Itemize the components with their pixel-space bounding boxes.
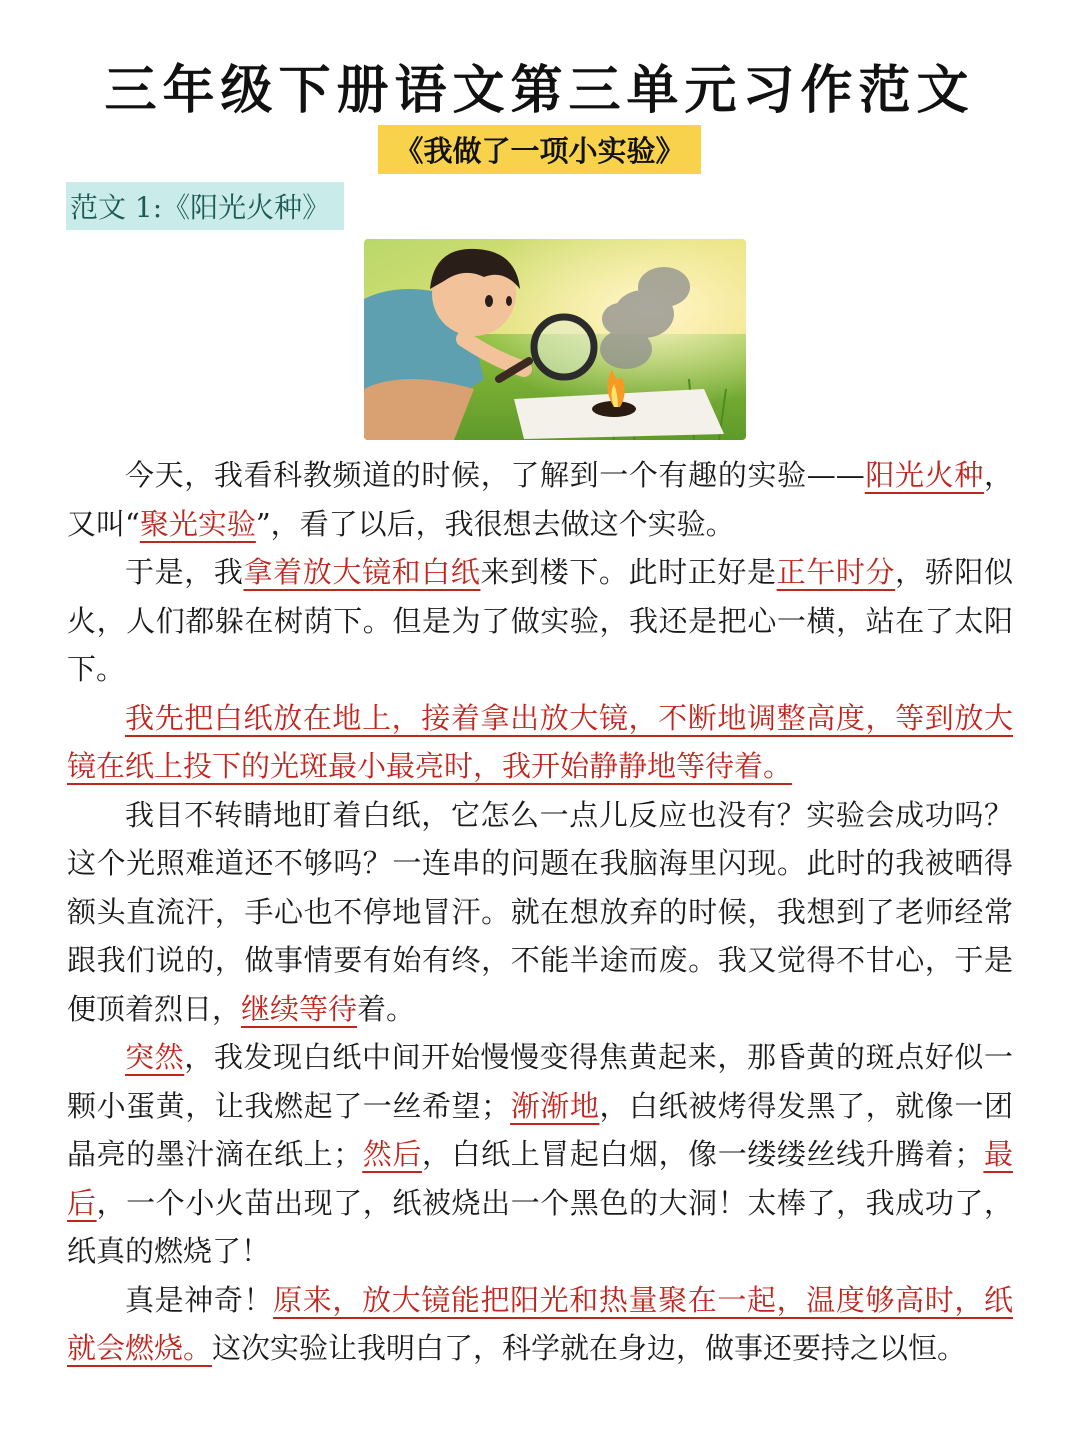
text-run: ，我发现白纸中间开始慢慢变得焦黄起来，那昏黄的斑点好似一颗小蛋黄，让我燃起了一丝希望； (67, 1040, 1013, 1123)
essay-topic: 《我做了一项小实验》 (378, 125, 700, 174)
text-run: 今天，我看科教频道的时候，了解到一个有趣的实验—— (125, 458, 865, 492)
text-run: ，白纸被烤得发黑了，就像一团晶亮的墨汁滴在纸上； (67, 1088, 1013, 1171)
essay-label: 范文 1:《阳光火种》 (66, 182, 344, 230)
text-run: 这次实验让我明白了，科学就在身边，做事还要持之以恒。 (212, 1331, 967, 1365)
essay-paragraph (67, 548, 1013, 694)
essay-paragraph (67, 1276, 1013, 1373)
highlighted-phrase: 原来，放大镜能把阳光和热量聚在一起，温度够高时，纸就会燃烧。 (67, 1282, 1013, 1365)
page-title: 三年级下册语文第三单元习作范文 (104, 61, 975, 121)
essay-paragraph (67, 451, 1013, 548)
essay-paragraph (67, 694, 1013, 791)
text-run: ，骄阳似火，人们都躲在树荫下。但是为了做实验，我还是把心一横，站在了太阳下。 (67, 555, 1013, 686)
highlighted-phrase: 拿着放大镜和白纸 (243, 555, 481, 589)
essay-body (67, 451, 1013, 1373)
text-run: 真是神奇！ (125, 1282, 274, 1317)
text-run: 来到楼下。此时正好是 (480, 555, 777, 589)
text-run: ，白纸上冒起白烟，像一缕缕丝线升腾着； (421, 1137, 984, 1171)
highlighted-phrase: 正午时分 (776, 555, 896, 589)
text-run: ”，看了以后，我很想去做这个实验。 (255, 506, 735, 541)
essay-paragraph (67, 1033, 1013, 1276)
text-run: ，又叫“ (67, 458, 1013, 541)
highlighted-phrase: 阳光火种 (864, 458, 984, 492)
highlighted-phrase: 渐渐地 (510, 1088, 600, 1123)
highlighted-phrase: 然后 (362, 1137, 422, 1171)
highlighted-phrase: 最后 (67, 1137, 1013, 1220)
subtitle-wrapper (0, 125, 1079, 174)
text-run: 着。 (357, 991, 416, 1026)
text-run: ，一个小火苗出现了，纸被烧出一个黑色的大洞！太棒了，我成功了，纸真的燃烧了！ (67, 1185, 1013, 1268)
highlighted-phrase: 聚光实验 (139, 506, 256, 541)
highlighted-phrase: 突然 (125, 1040, 185, 1074)
text-run: 于是，我 (125, 555, 244, 589)
text-run: 我目不转睛地盯着白纸，它怎么一点儿反应也没有？实验会成功吗？这个光照难道还不够吗？一连串的问题在我脑海里闪现。此时的我被晒得额头直流汗，手心也不停地冒汗。就在想放弃的时候，我想到了老师经常跟我们说的，做事情要有始有终，不能半途而废。我又觉得不甘心，于是便顶着烈日， (67, 797, 1013, 1026)
boy-magnifier-illustration (364, 239, 746, 440)
essay-paragraph (67, 791, 1013, 1034)
highlighted-phrase: 我先把白纸放在地上，接着拿出放大镜，不断地调整高度，等到放大镜在纸上投下的光斑最小最亮时，我开始静静地等待着。 (67, 700, 1013, 783)
highlighted-phrase: 继续等待 (241, 991, 358, 1026)
